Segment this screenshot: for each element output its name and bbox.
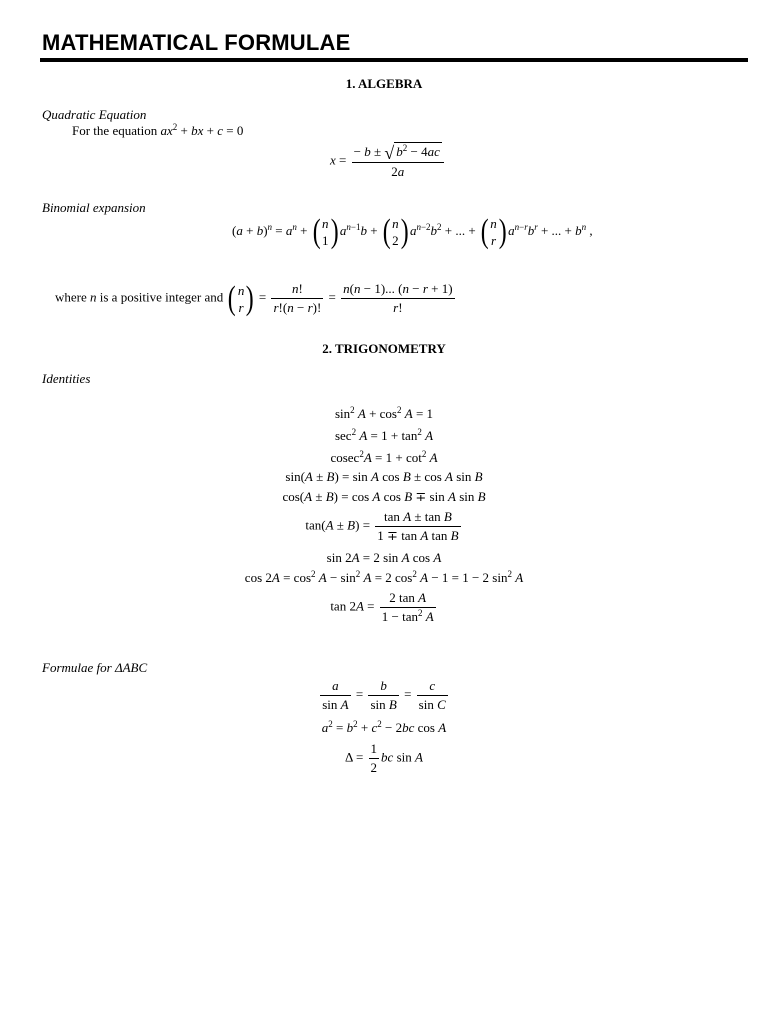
identity-cos-double: $\cos 2A = \cos^2 A - \sin^2 A = 2$ $\cos^2 A - 1 = 1 - 2$ $\sin^2 A$ <box>244 569 524 585</box>
identity-cosec-cot: $cosec^2A = 1 + \cot^2 A$ <box>330 449 438 465</box>
identity-sec-tan: $\sec^2 A = 1 + \tan^2 A$ <box>334 427 434 443</box>
binomial-where: where <box>55 289 87 305</box>
page-title: MATHEMATICAL FORMULAE <box>42 30 351 55</box>
identity-cos-sum: cos(A ± B) = cos A cos B ∓ sin A sin B <box>282 489 486 504</box>
binomial-title: Binomial expansion <box>42 200 146 215</box>
identity-sin-sum: sin(A ± B) = sin A cos B ± cos A sin B <box>285 469 483 484</box>
quadratic-intro: For the equation $ax^2$ + bx + c = 0 <box>72 122 244 138</box>
section-heading-algebra: 1. ALGEBRA <box>345 76 423 91</box>
identity-sin-cos: $\sin^2 A + \cos^2 A = 1$ <box>334 405 434 421</box>
title-rule <box>40 58 748 62</box>
binomial-expansion: $(a + b)^n = a^n$ + ( n 1 ) $a^{n-1}b$ + ( n 2 ) $a^{n-2}b^2$ + ... + ( n r ) $a^{n-r}b^r$ + ... + $b^n$ , <box>232 213 593 250</box>
identity-tan-double: tan 2A = $\frac{\text{2 tan A}}{1 - \tan^2 A}$ <box>330 590 434 624</box>
triangle-area: Δ = $\frac{1}{2}$ bc sin A <box>345 741 423 775</box>
cosine-rule: $a^2 = b^2 + c^2 - 2bc$ cos A <box>321 719 447 735</box>
quadratic-title: Quadratic Equation <box>42 107 147 122</box>
binomial-coefficient: where n is a positive integer and ( n r ) = $\frac{n!}{r!(n - r)!}$ = $\frac{n(n - 1)... (n - r + 1)}{r!}$ <box>55 279 453 317</box>
quadratic-intro-text: For the equation <box>72 123 158 138</box>
identity-tan-sum: tan(A ± B) = $\frac{\text{tan A ± tan B}}{\text{1 ∓ tan A tan B}}$ <box>305 509 459 543</box>
quadratic-formula: x = $\frac{- b \pm √ b^2 - 4ac}{2a}$ <box>330 142 446 181</box>
sine-rule: $\frac{a}{\text{sin A}}$ = $\frac{b}{\text{sin B}}$ = $\frac{c}{\text{sin C}}$ <box>322 678 446 712</box>
identities-title: Identities <box>42 371 91 386</box>
triangle-title: Formulae for ΔABC <box>42 660 148 675</box>
binomial-where-rest: is a positive integer and <box>99 289 224 305</box>
identity-sin-double: sin 2A = 2 sin A cos A <box>326 550 442 565</box>
section-heading-trigonometry: 2. TRIGONOMETRY <box>322 341 446 356</box>
